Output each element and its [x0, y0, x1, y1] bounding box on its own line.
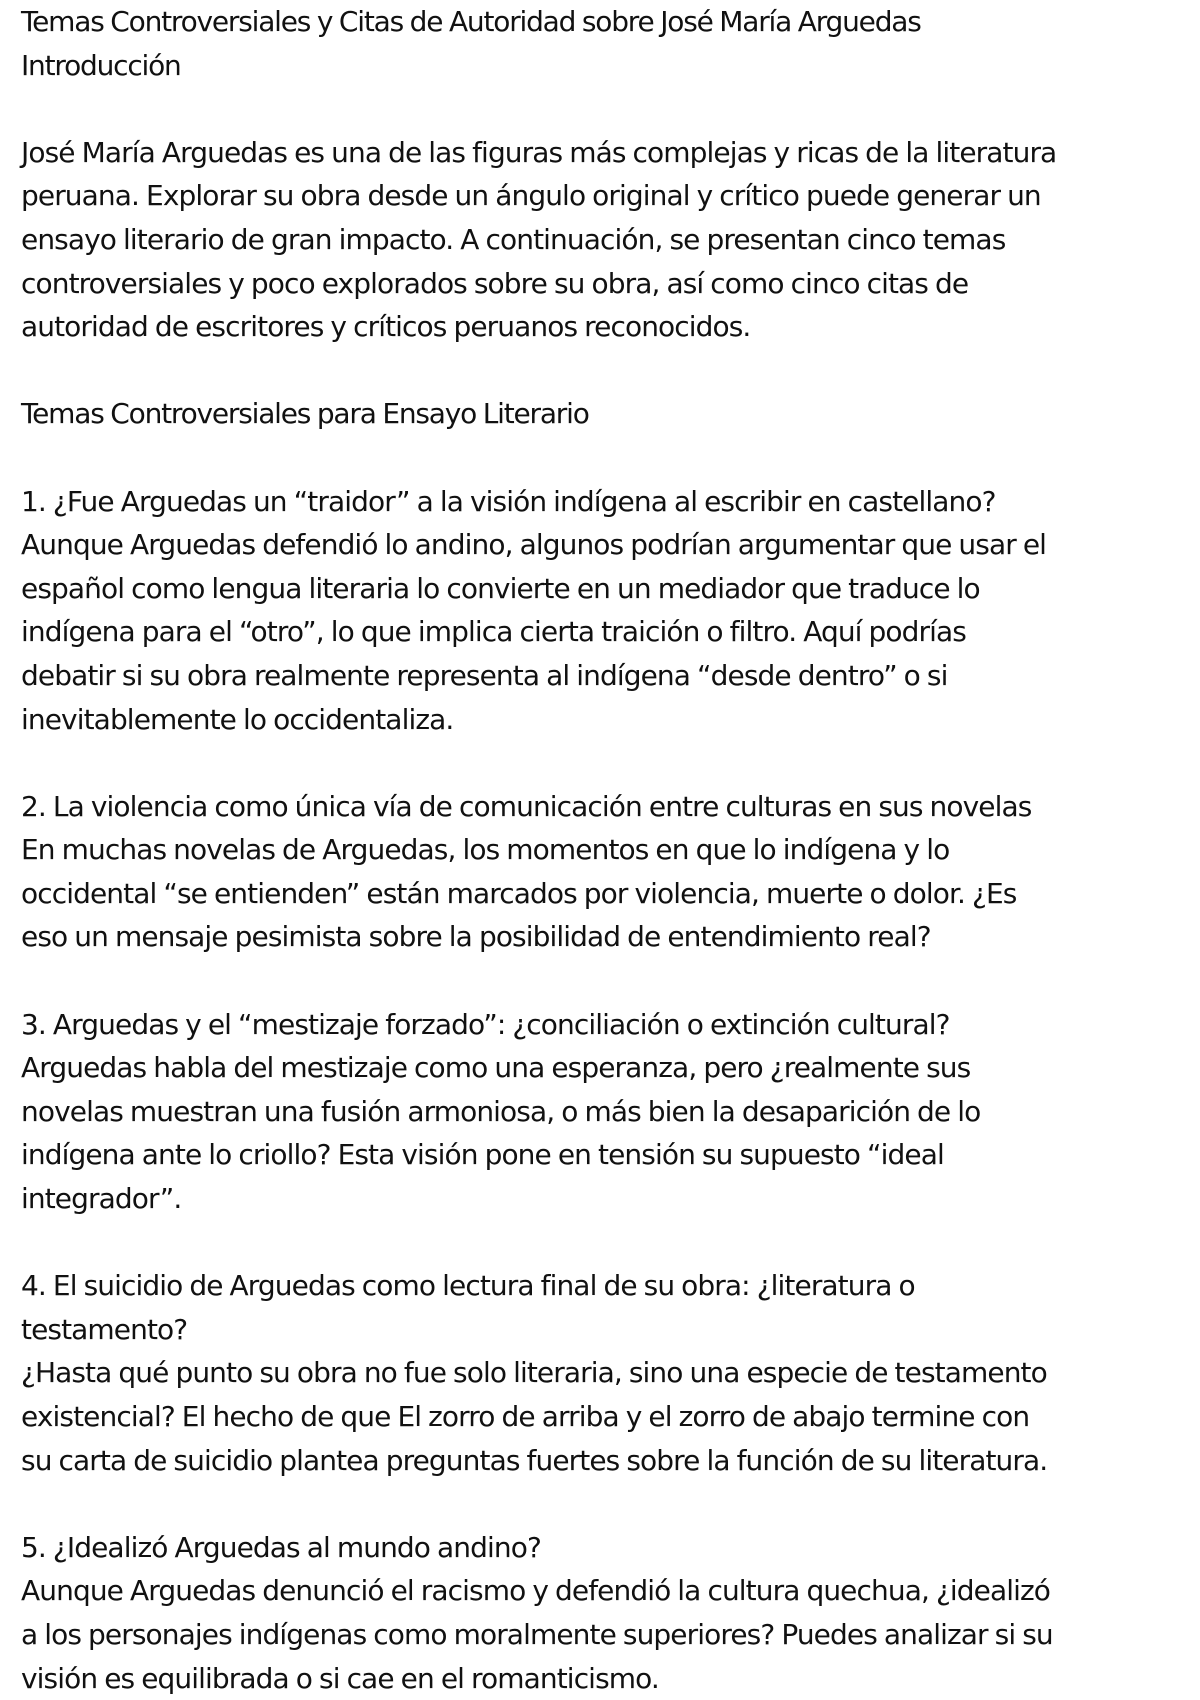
topic-title: 3. Arguedas y el “mestizaje forzado”: ¿conciliación o extinción cultural? — [21, 1007, 950, 1041]
topic-title: 4. El suicidio de Arguedas como lectura final de su obra: ¿literatura o — [21, 1269, 915, 1303]
topic-body-line: indígena ante lo criollo? Esta visión pone en tensión su supuesto “ideal — [21, 1138, 944, 1172]
spacer — [21, 436, 1193, 480]
topic-body-line: En muchas novelas de Arguedas, los momentos en que lo indígena y lo — [21, 833, 950, 867]
spacer — [21, 349, 1193, 393]
intro-line: autoridad de escritores y críticos peruanos reconocidos. — [21, 310, 751, 344]
topic-body-line: existencial? El hecho de que El zorro de arriba y el zorro de abajo termine con — [21, 1400, 1030, 1433]
topic-4 — [21, 1264, 1193, 1482]
document-page — [21, 0, 1193, 1700]
document-title: Temas Controversiales y Citas de Autoridad sobre José María Arguedas — [21, 5, 921, 38]
topic-body-line: Aunque Arguedas denunció el racismo y defendió la cultura quechua, ¿idealizó — [21, 1574, 1051, 1608]
topic-body-line: ¿Hasta qué punto su obra no fue solo literaria, sino una especie de testamento — [21, 1356, 1047, 1390]
topic-body-line: Arguedas habla del mestizaje como una esperanza, pero ¿realmente sus — [21, 1051, 971, 1085]
spacer — [21, 1482, 1193, 1526]
topic-title: 1. ¿Fue Arguedas un “traidor” a la visión indígena al escribir en castellano? — [21, 484, 996, 518]
topic-1 — [21, 480, 1193, 742]
intro-heading: Introducción — [21, 48, 181, 82]
topic-body-line: visión es equilibrada o si cae en el romanticismo. — [21, 1661, 659, 1695]
topic-body-line: integrador”. — [21, 1182, 182, 1216]
topic-body-line: su carta de suicidio plantea preguntas fuertes sobre la función de su literatura. — [21, 1443, 1048, 1477]
topic-body-line: inevitablemente lo occidentaliza. — [21, 702, 454, 736]
topic-body-line: a los personajes indígenas como moralmente superiores? Puedes analizar si su — [21, 1617, 1053, 1651]
topic-body-line: debatir si su obra realmente representa al indígena “desde dentro” o si — [21, 658, 948, 692]
section-heading: Temas Controversiales para Ensayo Literario — [21, 397, 589, 431]
topic-body-line: indígena para el “otro”, lo que implica cierta traición o filtro. Aquí podrías — [21, 615, 966, 649]
topic-2 — [21, 785, 1193, 959]
topic-title: 5. ¿Idealizó Arguedas al mundo andino? — [21, 1530, 541, 1564]
spacer — [21, 87, 1193, 131]
intro-line: peruana. Explorar su obra desde un ángulo original y crítico puede generar un — [21, 179, 1041, 213]
intro-line: controversiales y poco explorados sobre su obra, así como cinco citas de — [21, 266, 969, 300]
topic-body-line: español como lengua literaria lo convierte en un mediador que traduce lo — [21, 571, 980, 605]
intro-line: José María Arguedas es una de las figuras más complejas y ricas de la literatura — [21, 135, 1057, 169]
spacer — [21, 959, 1193, 1003]
intro-paragraph — [21, 131, 1193, 349]
topic-body-line: eso un mensaje pesimista sobre la posibilidad de entendimiento real? — [21, 920, 931, 954]
topic-body-line: Aunque Arguedas defendió lo andino, algunos podrían argumentar que usar el — [21, 528, 1047, 562]
topic-title: 2. La violencia como única vía de comunicación entre culturas en sus novelas — [21, 789, 1032, 823]
spacer — [21, 741, 1193, 785]
topic-3 — [21, 1003, 1193, 1221]
intro-line: ensayo literario de gran impacto. A continuación, se presentan cinco temas — [21, 222, 1006, 256]
topic-body-line: occidental “se entienden” están marcados por violencia, muerte o dolor. ¿Es — [21, 876, 1017, 910]
topic-body-line: novelas muestran una fusión armoniosa, o más bien la desaparición de lo — [21, 1094, 981, 1128]
spacer — [21, 1221, 1193, 1265]
topic-5 — [21, 1526, 1193, 1700]
topic-title: testamento? — [21, 1312, 188, 1346]
